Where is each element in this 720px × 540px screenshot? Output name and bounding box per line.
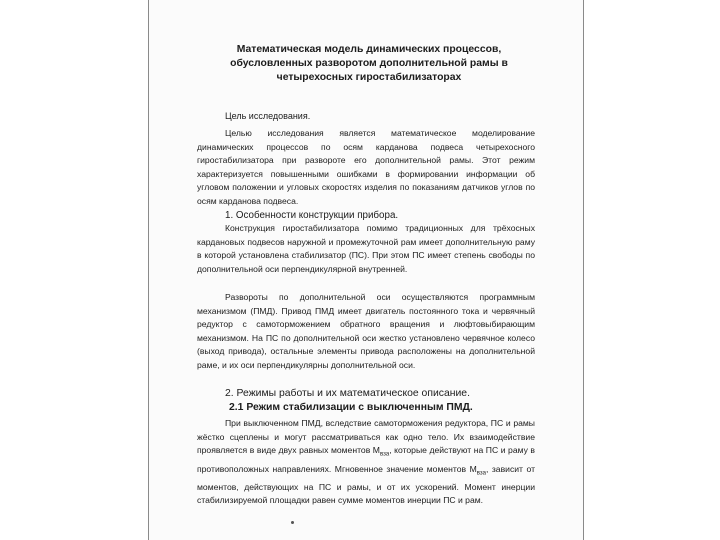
paragraph-text: , которые действуют на ПС и раму в противоположных направлениях. Мгновенное значение моментов M <box>197 445 536 474</box>
section-1-heading: 1. Особенности конструкции прибора. <box>225 210 399 221</box>
title-line: обусловленных разворотом дополнительной рамы в <box>230 58 508 69</box>
subscript: вза <box>476 470 486 477</box>
paragraph-text: При выключенном ПМД, вследствие самоторможения редуктора, ПС и рамы жёстко сцеплены и могут рассматриваться как одно тело. Их взаимодействие проявляется в виде двух равных моментов M <box>197 418 535 456</box>
section-2-heading: 2. Режимы работы и их математическое описание. <box>225 388 470 399</box>
subscript: вза <box>379 451 390 458</box>
document-page <box>148 0 584 540</box>
scan-speck <box>291 521 294 524</box>
section-1-paragraph-2: Развороты по дополнительной оси осуществляются программным механизмом (ПМД). Привод ПМД имеет двигатель постоянного тока и червячный редуктор с самоторможением обратного вращения и люфтовыбирающим механизмом. На ПС по дополнительной оси жестко установлено червячное колесо (выход привода), остальные элементы привода расположены на дополнительной раме, и их оси перпендикулярны дополнительной оси. <box>197 292 535 370</box>
goal-heading: Цель исследования. <box>225 111 311 121</box>
title-line: четырехосных гиростабилизаторах <box>276 72 462 83</box>
paragraph-text: , зависит от моментов, действующих на ПС и рамы, и от их ускорений. Момент инерции стабилизируемой площадки равен сумме моментов инерции ПС и рам. <box>197 463 536 506</box>
title-line: Математическая модель динамических процессов, <box>236 44 502 55</box>
section-2-1-paragraph <box>197 417 535 508</box>
document-title <box>209 43 529 85</box>
section-2-1-heading: 2.1 Режим стабилизации с выключенным ПМД. <box>229 402 473 413</box>
goal-paragraph: Целью исследования является математическое моделирование динамических процессов по осям карданова подвеса четырехосного гиростабилизатора при развороте его дополнительной рамы. Этот режим характеризуется повышенными ошибками в формировании информации об угловом положении и угловых скоростях изделия по показаниям датчиков углов по осям карданова подвеса. <box>197 128 535 206</box>
section-1-paragraph: Конструкция гиростабилизатора помимо традиционных для трёхосных кардановых подвесов наружной и промежуточной рам имеет дополнительную раму в которой установлена стабилизатор (ПС). При этом ПС имеет степень свободы по дополнительной оси перпендикулярной внутренней. <box>197 223 535 274</box>
